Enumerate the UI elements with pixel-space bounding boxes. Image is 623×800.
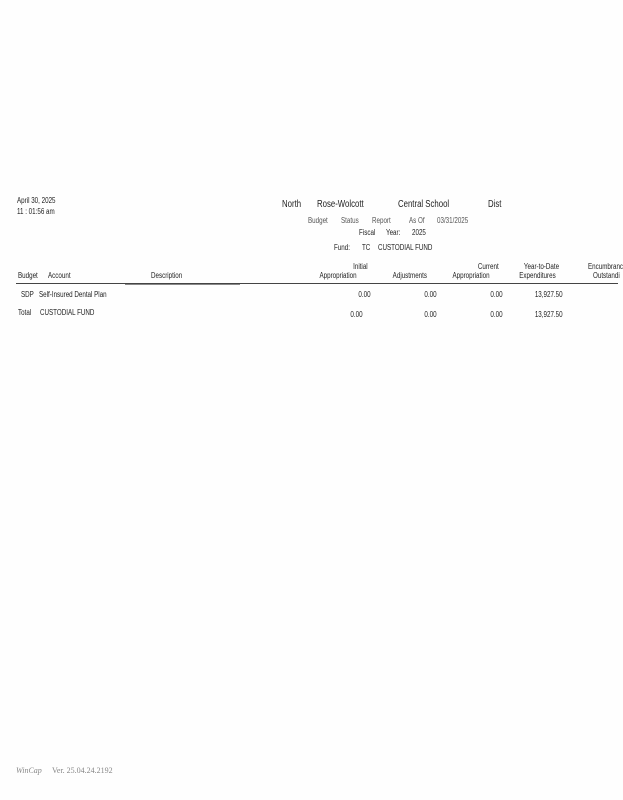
- row-ytd: 13,927.50: [535, 290, 563, 299]
- fiscal-year-label: Fiscal: [359, 228, 376, 237]
- row-initial: 0.00: [358, 290, 371, 299]
- col-header-encumbrance-bottom: Outstandi: [593, 271, 620, 280]
- total-adjustments: 0.00: [424, 310, 437, 319]
- col-header-account: Account: [48, 271, 71, 280]
- subtitle-budget: Budget: [308, 216, 328, 225]
- row-adjustments: 0.00: [424, 290, 437, 299]
- org-name-rose-wolcott: Rose-Wolcott: [317, 199, 364, 210]
- row-account: Self-Insured Dental Plan: [39, 290, 107, 299]
- subtitle-date: 03/31/2025: [437, 216, 469, 225]
- subtitle-status: Status: [341, 216, 359, 225]
- report-date: April 30, 2025: [17, 196, 56, 205]
- col-header-description: Description: [151, 271, 183, 280]
- org-name-dist: Dist: [488, 199, 502, 210]
- col-header-budget: Budget: [18, 271, 38, 280]
- total-fund-name: CUSTODIAL FUND: [40, 308, 95, 317]
- col-header-adjustments: Adjustments: [392, 271, 427, 280]
- fiscal-year-value: 2025: [412, 228, 426, 237]
- col-header-ytd-bottom: Expenditures: [519, 271, 556, 280]
- footer-app-name: WinCap: [16, 766, 42, 775]
- fund-label: Fund:: [334, 243, 350, 252]
- subtitle-as-of: As Of: [409, 216, 425, 225]
- header-rule-shadow: [125, 284, 240, 285]
- footer-version: Ver. 25.04.24.2192: [52, 766, 113, 775]
- col-header-initial-bottom: Appropriation: [319, 271, 357, 280]
- subtitle-report: Report: [372, 216, 391, 225]
- org-name-north: North: [282, 199, 302, 210]
- total-current: 0.00: [490, 310, 503, 319]
- fund-code: TC: [362, 243, 371, 252]
- row-current: 0.00: [490, 290, 503, 299]
- fiscal-year-label-2: Year:: [386, 228, 401, 237]
- report-time: 11 : 01:56 am: [17, 207, 55, 216]
- col-header-current-bottom: Appropriation: [452, 271, 490, 280]
- total-initial: 0.00: [350, 310, 363, 319]
- col-header-ytd-top: Year-to-Date: [523, 262, 559, 271]
- fund-name: CUSTODIAL FUND: [378, 243, 433, 252]
- org-name-central-school: Central School: [398, 199, 450, 210]
- header-rule: [16, 283, 618, 284]
- total-ytd: 13,927.50: [535, 310, 563, 319]
- col-header-encumbrance-top: Encumbranc: [588, 262, 623, 271]
- col-header-current-top: Current: [478, 262, 499, 271]
- col-header-initial-top: Initial: [353, 262, 368, 271]
- total-label: Total: [18, 308, 32, 317]
- row-budget: SDP: [21, 290, 34, 299]
